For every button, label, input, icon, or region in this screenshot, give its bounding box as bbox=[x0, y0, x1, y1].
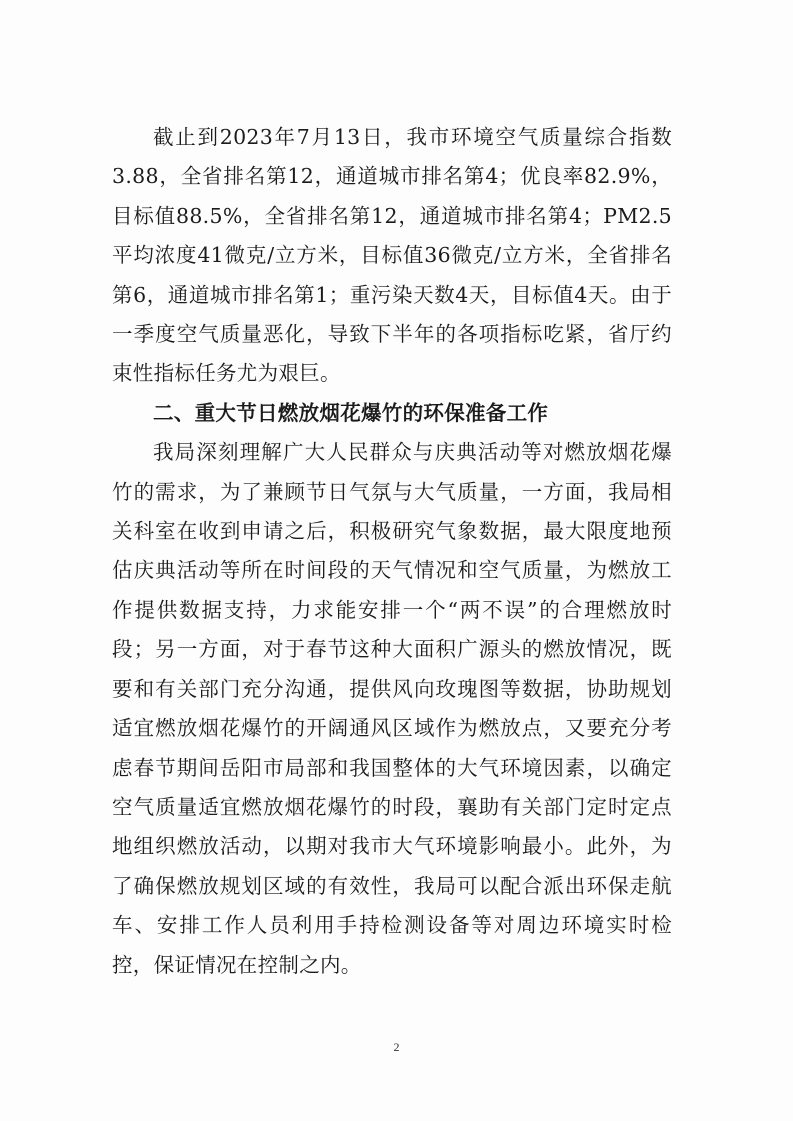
paragraph-air-quality-stats: 截止到2023年7月13日，我市环境空气质量综合指数3.88，全省排名第12，通道城市排名第4；优良率82.9%，目标值88.5%，全省排名第12，通道城市排名第4；PM2.5平均浓度41微克/立方米，目标值36微克/立方米，全省排名第6，通道城市排名第1；重污染天数4天，目标值4天。由于一季度空气质量恶化，导致下半年的各项指标吃紧，省厅约束性指标任务尤为艰巨。 bbox=[112, 125, 672, 386]
page-number: 2 bbox=[393, 1040, 400, 1054]
section-heading-fireworks-preparation: 二、重大节日燃放烟花爆竹的环保准备工作 bbox=[153, 400, 549, 425]
paragraph-fireworks-measures: 我局深刻理解广大人民群众与庆典活动等对燃放烟花爆竹的需求，为了兼顾节日气氛与大气质量，一方面，我局相关科室在收到申请之后，积极研究气象数据，最大限度地预估庆典活动等所在时间段的天气情况和空气质量，为燃放工作提供数据支持，力求能安排一个“两不误”的合理燃放时段；另一方面，对于春节这种大面积广源头的燃放情况，既要和有关部门充分沟通，提供风向玫瑰图等数据，协助规划适宜燃放烟花爆竹的开阔通风区域作为燃放点，又要充分考虑春节期间岳阳市局部和我国整体的大气环境因素，以确定空气质量适宜燃放烟花爆竹的时段，襄助有关部门定时定点地组织燃放活动，以期对我市大气环境影响最小。此外，为了确保燃放规划区域的有效性，我局可以配合派出环保走航车、安排工作人员利用手持检测设备等对周边环境实时检控，保证情况在控制之内。 bbox=[112, 440, 672, 977]
document-body bbox=[112, 118, 672, 985]
